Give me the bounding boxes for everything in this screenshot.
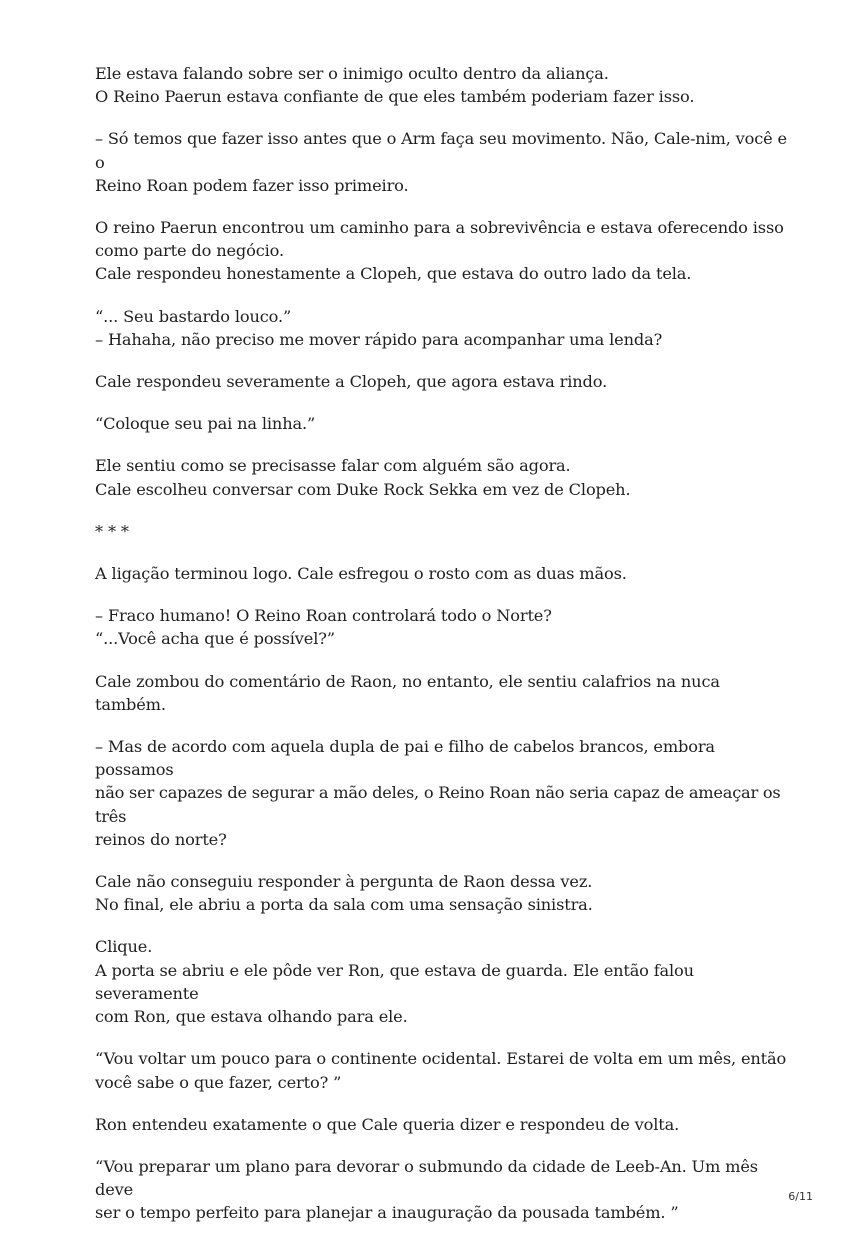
text-line: como parte do negócio. (95, 241, 284, 261)
text-line: Ele estava falando sobre ser o inimigo oculto dentro da aliança. (95, 64, 609, 83)
paragraph (95, 454, 795, 500)
text-line: não ser capazes de segurar a mão deles, o Reino Roan não seria capaz de ameaçar os três (95, 783, 781, 826)
text-line: “... Seu bastardo louco.” (95, 306, 292, 326)
paragraph (95, 1047, 795, 1093)
text-line: O reino Paerun encontrou um caminho para a sobrevivência e estava oferecendo isso (95, 218, 784, 238)
scene-break-marker: * * * (95, 521, 129, 541)
text-line: Cale não conseguiu responder à pergunta de Raon dessa vez. (95, 872, 593, 892)
text-line: No final, ele abriu a porta da sala com uma sensação sinistra. (95, 895, 593, 915)
page-body (95, 62, 795, 1244)
paragraph (95, 305, 795, 351)
text-line: A ligação terminou logo. Cale esfregou o rosto com as duas mãos. (95, 564, 627, 584)
text-line: Cale respondeu severamente a Clopeh, que agora estava rindo. (95, 372, 608, 392)
paragraph (95, 670, 795, 716)
paragraph (95, 370, 795, 393)
paragraph (95, 1113, 795, 1136)
text-line: “Coloque seu pai na linha.” (95, 414, 316, 434)
paragraph (95, 735, 795, 851)
text-line: “Vou preparar um plano para devorar o submundo da cidade de Leeb-An. Um mês deve (95, 1156, 758, 1200)
paragraph (95, 1155, 795, 1225)
text-line: – Só temos que fazer isso antes que o Arm faça seu movimento. Não, Cale-nim, você e o (95, 129, 787, 172)
text-line: – Mas de acordo com aquela dupla de pai e filho de cabelos brancos, embora possamos (95, 737, 715, 780)
scene-break (95, 520, 795, 543)
paragraph (95, 935, 795, 1028)
paragraph (95, 127, 795, 197)
text-line: O Reino Paerun estava confiante de que eles também poderiam fazer isso. (95, 87, 695, 107)
text-line: – Fraco humano! O Reino Roan controlará todo o Norte? (95, 606, 552, 626)
text-line: “...Você acha que é possível?” (95, 629, 335, 649)
text-line: Reino Roan podem fazer isso primeiro. (95, 175, 409, 195)
paragraph (95, 562, 795, 585)
text-line: com Ron, que estava olhando para ele. (95, 1007, 408, 1027)
paragraph (95, 216, 795, 286)
text-line: A porta se abriu e ele pôde ver Ron, que estava de guarda. Ele então falou severamente (95, 960, 694, 1003)
text-line: você sabe o que fazer, certo? ” (95, 1072, 342, 1092)
paragraph (95, 412, 795, 435)
text-line: – Hahaha, não preciso me mover rápido para acompanhar uma lenda? (95, 329, 663, 349)
text-line: Ele sentiu como se precisasse falar com alguém são agora. (95, 456, 571, 476)
text-line: Clique. (95, 937, 153, 957)
text-line: Cale respondeu honestamente a Clopeh, que estava do outro lado da tela. (95, 264, 692, 284)
paragraph (95, 62, 795, 108)
text-line: Cale zombou do comentário de Raon, no entanto, ele sentiu calafrios na nuca também. (95, 671, 720, 714)
text-line: “Vou voltar um pouco para o continente ocidental. Estarei de volta em um mês, então (95, 1049, 787, 1069)
text-line: Cale escolheu conversar com Duke Rock Sekka em vez de Clopeh. (95, 479, 631, 499)
paragraph (95, 870, 795, 916)
text-line: Ron entendeu exatamente o que Cale queria dizer e respondeu de volta. (95, 1114, 680, 1134)
text-line: reinos do norte? (95, 829, 227, 849)
paragraph (95, 604, 795, 650)
page-number: 6/11 (788, 1190, 813, 1203)
text-line: ser o tempo perfeito para planejar a inauguração da pousada também. ” (95, 1203, 679, 1223)
